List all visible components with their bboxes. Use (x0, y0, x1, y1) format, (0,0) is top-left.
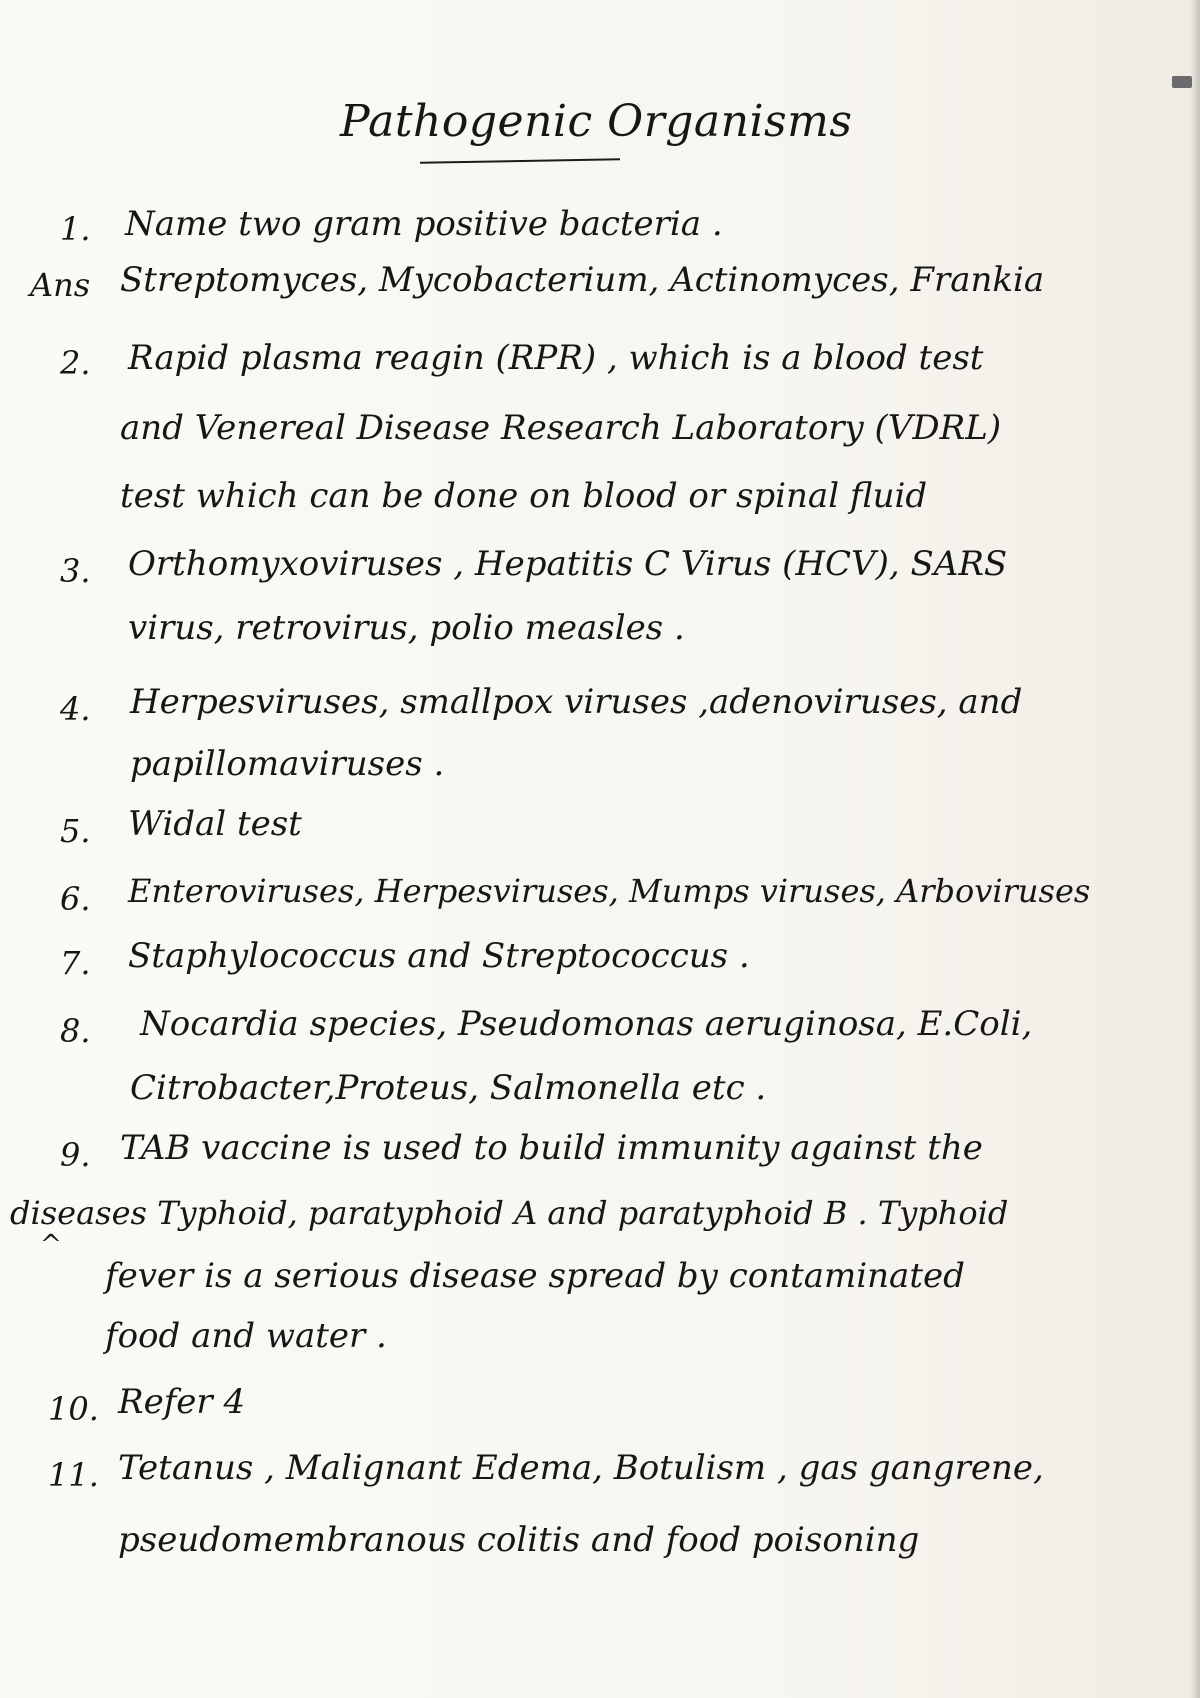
item-number-5: 5. (60, 812, 91, 850)
item-9-line-3: fever is a serious disease spread by contaminated (105, 1256, 965, 1296)
item-number-8: 8. (60, 1012, 91, 1050)
item-11-line-1: Tetanus , Malignant Edema, Botulism , gas gangrene, (118, 1448, 1044, 1488)
item-number-11: 11. (48, 1456, 99, 1494)
insertion-mark: ^ (40, 1230, 62, 1260)
item-10-line-1: Refer 4 (118, 1382, 246, 1422)
item-8-line-2: Citrobacter,Proteus, Salmonella etc . (130, 1068, 767, 1108)
item-5-line-1: Widal test (128, 804, 302, 844)
item-4-line-2: papillomaviruses . (130, 744, 445, 784)
item-number-4: 4. (60, 690, 91, 728)
item-9-line-2: diseases Typhoid, paratyphoid A and paratyphoid B . Typhoid (10, 1194, 1009, 1232)
item-number-7: 7. (60, 944, 91, 982)
item-number-3: 3. (60, 552, 91, 590)
item-number-9: 9. (60, 1136, 91, 1174)
item-9-line-4: food and water . (105, 1316, 387, 1356)
item-3-line-1: Orthomyxoviruses , Hepatitis C Virus (HCV), SARS (128, 544, 1008, 584)
item-2-line-1: Rapid plasma reagin (RPR) , which is a blood test (128, 338, 984, 378)
item-11-line-2: pseudomembranous colitis and food poisoning (118, 1520, 920, 1560)
item-9-line-1: TAB vaccine is used to build immunity against the (120, 1128, 983, 1168)
item-1-line-1: Name two gram positive bacteria . (125, 204, 723, 244)
item-2-line-2: and Venereal Disease Research Laboratory (VDRL) (120, 408, 1002, 448)
item-number-1: 1. (60, 210, 91, 248)
item-6-line-1: Enteroviruses, Herpesviruses, Mumps viruses, Arboviruses (128, 872, 1091, 910)
item-number-6: 6. (60, 880, 91, 918)
item-number-2: 2. (60, 344, 91, 382)
item-3-line-2: virus, retrovirus, polio measles . (128, 608, 685, 648)
page-title: Pathogenic Organisms (340, 96, 853, 147)
item-7-line-1: Staphylococcus and Streptococcus . (128, 936, 750, 976)
page-edge-shadow (1190, 0, 1200, 1698)
item-number-10: 10. (48, 1390, 99, 1428)
item-8-line-1: Nocardia species, Pseudomonas aeruginosa, E.Coli, (140, 1004, 1033, 1044)
answer-label: Ans (30, 266, 91, 304)
title-underline (420, 158, 620, 163)
item-2-line-3: test which can be done on blood or spinal fluid (120, 476, 928, 516)
answer-line-1: Streptomyces, Mycobacterium, Actinomyces, Frankia (120, 260, 1045, 300)
page-edge-tab (1172, 76, 1192, 88)
item-4-line-1: Herpesviruses, smallpox viruses ,adenoviruses, and (130, 682, 1023, 722)
